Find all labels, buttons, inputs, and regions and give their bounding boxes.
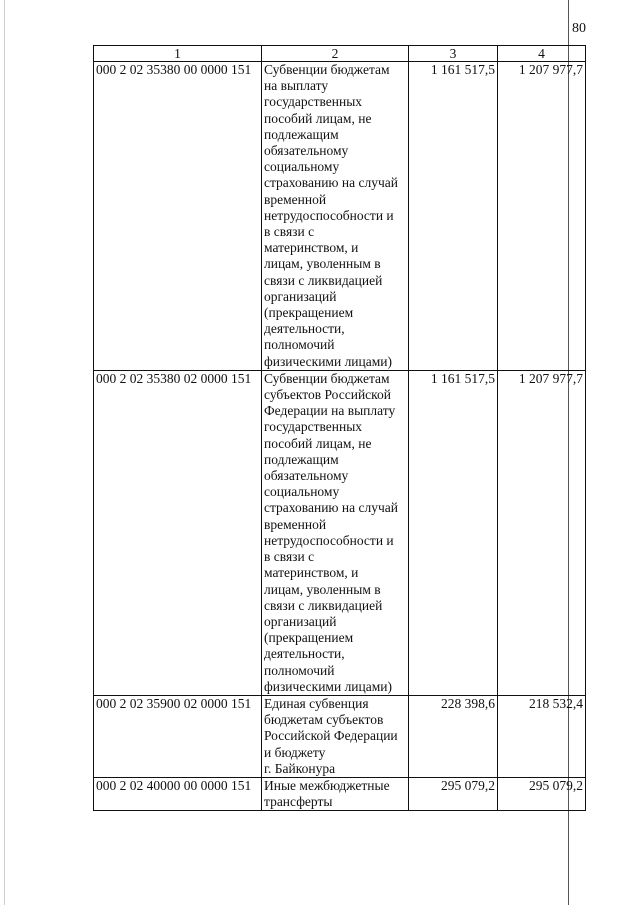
description-line: социальному	[264, 159, 340, 175]
amount-col-4-cell: 218 532,4	[498, 695, 586, 777]
table-body	[94, 62, 586, 811]
description-line: Единая субвенция	[264, 695, 369, 711]
budget-code-cell: 000 2 02 35380 02 0000 151	[94, 370, 262, 695]
scan-edge-left	[4, 0, 5, 905]
header-col-2: 2	[262, 46, 409, 62]
table-row	[94, 62, 586, 371]
description-line: г. Байконура	[264, 760, 336, 776]
description-line: (прекращением	[264, 305, 354, 321]
description-line: пособий лицам, не	[264, 435, 372, 451]
amount-col-4-cell: 295 079,2	[498, 777, 586, 810]
table-row	[94, 370, 586, 695]
description-line: физическими лицами)	[264, 678, 393, 694]
description-line: лицам, уволенным в	[264, 256, 381, 272]
header-col-4: 4	[498, 46, 586, 62]
description-cell	[262, 62, 409, 371]
description-cell	[262, 370, 409, 695]
description-line: и бюджету	[264, 744, 326, 760]
description-line: нетрудоспособности и	[264, 207, 394, 223]
amount-col-3-cell: 1 161 517,5	[409, 370, 498, 695]
description-line: социальному	[264, 484, 340, 500]
description-line: организаций	[264, 288, 337, 304]
budget-code-cell: 000 2 02 35900 02 0000 151	[94, 695, 262, 777]
description-line: подлежащим	[264, 126, 339, 142]
description-line: государственных	[264, 94, 363, 110]
description-line: временной	[264, 191, 327, 207]
description-cell	[262, 695, 409, 777]
page-number: 80	[572, 21, 586, 36]
budget-table	[93, 45, 586, 811]
description-line: организаций	[264, 613, 337, 629]
description-line: лицам, уволенным в	[264, 581, 381, 597]
table-row	[94, 695, 586, 777]
description-line: трансферты	[264, 794, 333, 810]
budget-code-cell: 000 2 02 35380 00 0000 151	[94, 62, 262, 371]
description-line: в связи с	[264, 224, 315, 240]
amount-col-3-cell: 295 079,2	[409, 777, 498, 810]
amount-col-3-cell: 1 161 517,5	[409, 62, 498, 371]
description-line: обязательному	[264, 143, 349, 159]
description-line: страхованию на случай	[264, 175, 398, 191]
description-line: связи с ликвидацией	[264, 597, 383, 613]
description-line: Иные межбюджетные	[264, 777, 390, 793]
description-line: связи с ликвидацией	[264, 272, 383, 288]
description-line: физическими лицами)	[264, 353, 393, 369]
budget-code-cell: 000 2 02 40000 00 0000 151	[94, 777, 262, 810]
description-cell	[262, 777, 409, 810]
description-line: Федерации на выплату	[264, 403, 396, 419]
table-row	[94, 777, 586, 810]
amount-col-4-cell: 1 207 977,7	[498, 370, 586, 695]
description-line: субъектов Российской	[264, 387, 392, 403]
description-line: Субвенции бюджетам	[264, 62, 390, 77]
table-header-row	[94, 46, 586, 62]
description-line: (прекращением	[264, 630, 354, 646]
amount-col-3-cell: 228 398,6	[409, 695, 498, 777]
description-line: материнством, и	[264, 565, 359, 581]
description-line: Субвенции бюджетам	[264, 370, 390, 386]
description-line: на выплату	[264, 78, 329, 94]
description-line: страхованию на случай	[264, 500, 398, 516]
description-line: Российской Федерации	[264, 728, 398, 744]
header-col-3: 3	[409, 46, 498, 62]
description-line: деятельности,	[264, 646, 345, 662]
description-line: обязательному	[264, 468, 349, 484]
description-line: материнством, и	[264, 240, 359, 256]
description-line: нетрудоспособности и	[264, 532, 394, 548]
amount-col-4-cell: 1 207 977,7	[498, 62, 586, 371]
description-line: полномочий	[264, 337, 335, 353]
description-line: бюджетам субъектов	[264, 712, 384, 728]
header-col-1: 1	[94, 46, 262, 62]
description-line: временной	[264, 516, 327, 532]
description-line: деятельности,	[264, 321, 345, 337]
description-line: пособий лицам, не	[264, 110, 372, 126]
description-line: подлежащим	[264, 451, 339, 467]
description-line: государственных	[264, 419, 363, 435]
description-line: полномочий	[264, 662, 335, 678]
description-line: в связи с	[264, 549, 315, 565]
